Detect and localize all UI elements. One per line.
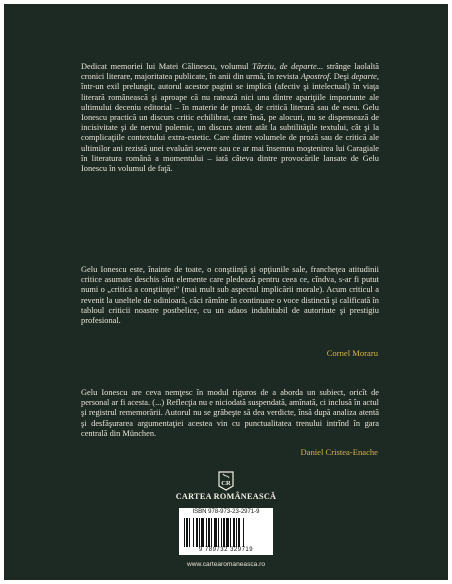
barcode-bar [236,518,237,547]
signature-cornel-moraru: Cornel Moraru [326,348,378,358]
isbn-barcode-block [179,508,273,555]
blurb-paragraph-2: Gelu Ionescu este, înainte de toate, o conştiinţă şi opţiunile sale, francheţea atitudinii critice asumate deschis sînt elemente care pledează pentru ceea ce, cîndva, s-ar fi putut numi o „critică a conştiinţei” (mai mult sub aspectul implicării morale). Acum criticul a revenit la uneltele de odinioară, căci rămîne în continuare o voce distinctă şi calificată în tabloul criticii noastre postbelice, cu un adaos indubitabil de autoritate şi prestigiu profesional. [81,265,379,326]
publisher-website: www.cartearomaneasca.ro [186,561,266,568]
blurb-text: ... strânge laolaltă cronici literare, majoritatea publicate, în anii din urmă, în revista [81,62,379,82]
blurb-text: , într-un exil prelungit, autorul acestor pagini se implică (afectiv şi intelectual) în viaţa literară românească şi aproape că nu ratează nici una dintre apariţiile importante ale ultimului deceniu editorial – în materie de proză, de critică literară sau de eseu. Gelu Ionescu practică un discurs critic echilibrat, care însă, pe alocuri, nu se dispensează de incisivitate şi de nervul polemic, un discurs atent atât la subtilităţile textului, cât şi la complicaţiile contextului extra-estetic. Care dintre volumele de proză sau de critică ale ultimilor ani rezistă unei evaluări severe sau ce ar mai însemna moştenirea lui Caragiale în literatura română a momentului – iată câteva dintre provocările lansate de Gelu Ionescu în volumul de faţă. [81,72,379,174]
barcode-bar [221,518,222,547]
logo-letters: CR [221,480,231,487]
emphasis-word: departe [351,72,377,82]
barcode-bar [184,518,185,547]
barcode-bar [201,518,204,547]
barcode-icon [183,518,269,547]
barcode-bar [206,518,207,547]
journal-name: Apostrof [300,72,330,82]
publisher-logo-icon [215,470,237,492]
barcode-bar [196,518,198,547]
book-title: Târziu, de departe [252,62,317,71]
signature-daniel-cristea-enache: Daniel Cristea-Enache [300,447,378,457]
barcode-bar [193,518,194,547]
barcode-bar [218,518,219,547]
blurb-paragraph-1 [81,62,379,174]
barcode-bar [226,518,229,547]
barcode-bar [211,518,212,547]
barcode-bar [189,518,190,547]
barcode-bar [230,518,231,547]
barcode-bar [238,518,240,547]
blurb-paragraph-3: Gelu Ionescu are ceva nemţesc în modul riguros de a aborda un subiect, oricît de personal ar fi acesta. (...) Reflecţia nu e niciodată suspendată, amînată, ci inclusă în actul şi registrul rememorării. Autorul nu se grăbeşte să dea verdicte, însă după analiza atentă şi desfăşurarea argumentaţiei acestea vin cu punctualitatea trenului intrînd în gara centrală din München. [81,388,379,438]
barcode-bar [199,518,200,547]
publisher-name: CARTEA ROMÂNEASCĂ [175,492,277,501]
barcode-digits: 9 789732 329719 [198,547,254,553]
barcode-bar [233,518,235,547]
isbn-label: ISBN 978-973-23-2971-9 [192,509,260,515]
barcode-bar [243,518,244,547]
barcode-bar [186,518,188,547]
barcode-bar [223,518,225,547]
barcode-bar [208,518,210,547]
blurb-text: Dedicat memoriei lui Matei Călinescu, volumul [81,62,253,71]
blurb-text: . Deşi [329,72,352,82]
barcode-bar [214,518,217,547]
